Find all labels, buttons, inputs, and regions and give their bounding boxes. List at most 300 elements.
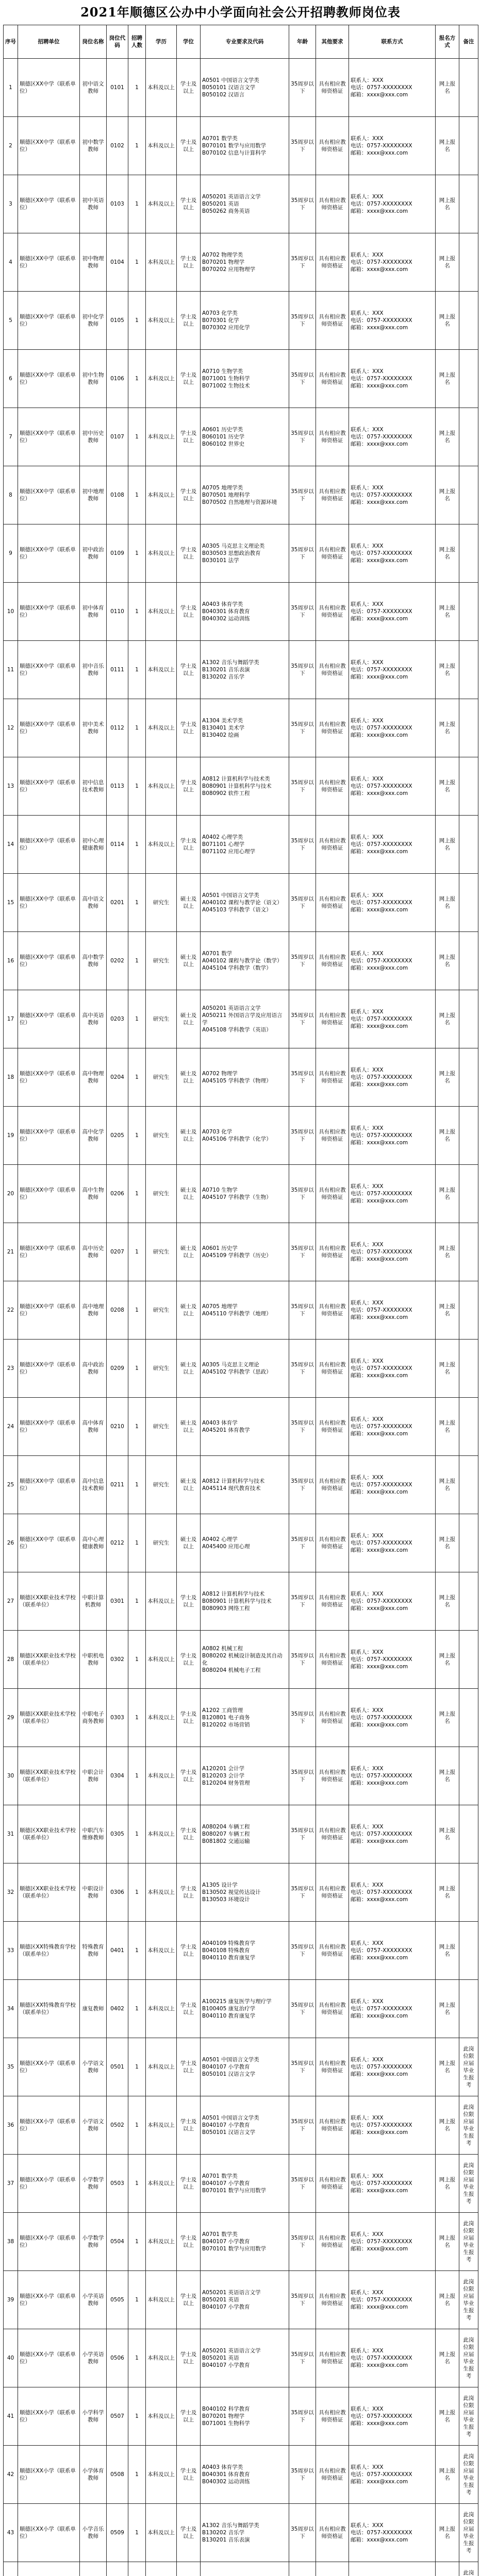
- age-requirement: 35周岁以下: [289, 641, 316, 699]
- position-code: 0210: [107, 1398, 128, 1456]
- education: 研究生: [146, 1223, 177, 1281]
- row-number: 18: [4, 1048, 18, 1107]
- position-name: 高中数学教师: [80, 932, 107, 990]
- age-requirement: 35周岁以下: [289, 2446, 316, 2504]
- position-name: 初中化学教师: [80, 292, 107, 350]
- major-requirements: A0305 马克思主义理论类 B030503 思想政治教育 B030101 法学: [201, 524, 289, 583]
- education: 本科及以上: [146, 1689, 177, 1747]
- contact-info: 联系人：XXX 电话：0757-XXXXXXXX 邮箱：xxxx@xxx.com: [349, 466, 436, 524]
- remark: [459, 1805, 478, 1863]
- remark: [459, 1747, 478, 1805]
- row-number: 36: [4, 2096, 18, 2155]
- degree: 学士及以上: [177, 1747, 201, 1805]
- age-requirement: 35周岁以下: [289, 408, 316, 466]
- hiring-count: 1: [128, 641, 146, 699]
- row-number: 12: [4, 699, 18, 757]
- other-requirements: [316, 2562, 349, 2576]
- table-row: [4, 990, 478, 1048]
- position-name: 小学语文教师: [80, 2038, 107, 2096]
- position-code: 0201: [107, 874, 128, 932]
- recruiting-unit: 顺德区XX中学（联系单位）: [18, 408, 80, 466]
- hiring-count: 1: [128, 1223, 146, 1281]
- hiring-count: 1: [128, 990, 146, 1048]
- degree: 硕士及以上: [177, 1048, 201, 1107]
- recruiting-unit: 顺德区XX中学（联系单位）: [18, 874, 80, 932]
- education: 本科及以上: [146, 1863, 177, 1922]
- other-requirements: 具有相应教师资格证: [316, 1398, 349, 1456]
- degree: 学士及以上: [177, 1572, 201, 1631]
- position-code: 0209: [107, 1340, 128, 1398]
- contact-info: 联系人：XXX 电话：0757-XXXXXXXX 邮箱：xxxx@xxx.com: [349, 874, 436, 932]
- age-requirement: 35周岁以下: [289, 1281, 316, 1340]
- position-name: 高中生物教师: [80, 1165, 107, 1223]
- other-requirements: 具有相应教师资格证: [316, 1689, 349, 1747]
- position-code: 0203: [107, 990, 128, 1048]
- degree: 学士及以上: [177, 350, 201, 408]
- position-code: 0503: [107, 2155, 128, 2213]
- age-requirement: 35周岁以下: [289, 292, 316, 350]
- contact-info: [349, 2562, 436, 2576]
- education: 本科及以上: [146, 408, 177, 466]
- position-name: 高中语文教师: [80, 874, 107, 932]
- position-name: 高中政治教师: [80, 1340, 107, 1398]
- major-requirements: A050201 英语语言文学 A050211 外国语言学及应用语言学 A045108 学科教学（英语）: [201, 990, 289, 1048]
- contact-info: 联系人：XXX 电话：0757-XXXXXXXX 邮箱：xxxx@xxx.com: [349, 1398, 436, 1456]
- row-number: 11: [4, 641, 18, 699]
- position-name: 小学数学教师: [80, 2213, 107, 2271]
- row-number: 6: [4, 350, 18, 408]
- application-method: 网上报名: [436, 1398, 459, 1456]
- age-requirement: 35周岁以下: [289, 175, 316, 233]
- recruiting-unit: 顺德区XX职业技术学校（联系单位）: [18, 1689, 80, 1747]
- contact-info: 联系人：XXX 电话：0757-XXXXXXXX 邮箱：xxxx@xxx.com: [349, 175, 436, 233]
- contact-info: 联系人：XXX 电话：0757-XXXXXXXX 邮箱：xxxx@xxx.com: [349, 233, 436, 292]
- remark: [459, 1223, 478, 1281]
- education: 研究生: [146, 1107, 177, 1165]
- education: 研究生: [146, 874, 177, 932]
- recruitment-table: [3, 25, 478, 2576]
- contact-info: 联系人：XXX 电话：0757-XXXXXXXX 邮箱：xxxx@xxx.com: [349, 641, 436, 699]
- other-requirements: 具有相应教师资格证: [316, 1048, 349, 1107]
- column-header: 学位: [177, 25, 201, 59]
- major-requirements: A1302 音乐与舞蹈学类 B130202 音乐学 B130201 音乐表演: [201, 2504, 289, 2562]
- column-header: 报名方式: [436, 25, 459, 59]
- major-requirements: A0812 计算机科学与技术 B080901 计算机科学与技术 B080903 网络工程: [201, 1572, 289, 1631]
- recruiting-unit: 顺德区XX中学（联系单位）: [18, 292, 80, 350]
- recruiting-unit: 顺德区XX中学（联系单位）: [18, 117, 80, 175]
- other-requirements: 具有相应教师资格证: [316, 641, 349, 699]
- degree: 学士及以上: [177, 292, 201, 350]
- degree: 学士及以上: [177, 641, 201, 699]
- position-code: 0402: [107, 1980, 128, 2038]
- row-number: 17: [4, 990, 18, 1048]
- application-method: 网上报名: [436, 757, 459, 816]
- row-number: 9: [4, 524, 18, 583]
- contact-info: 联系人：XXX 电话：0757-XXXXXXXX 邮箱：xxxx@xxx.com: [349, 408, 436, 466]
- position-name: 初中历史教师: [80, 408, 107, 466]
- contact-info: 联系人：XXX 电话：0757-XXXXXXXX 邮箱：xxxx@xxx.com: [349, 1747, 436, 1805]
- recruiting-unit: [18, 2562, 80, 2576]
- education: 本科及以上: [146, 292, 177, 350]
- other-requirements: 具有相应教师资格证: [316, 1631, 349, 1689]
- hiring-count: 1: [128, 2038, 146, 2096]
- remark: 此岗位限应届毕业生报考: [459, 2446, 478, 2504]
- position-code: 0110: [107, 583, 128, 641]
- application-method: 网上报名: [436, 175, 459, 233]
- other-requirements: 具有相应教师资格证: [316, 2096, 349, 2155]
- row-number: 14: [4, 816, 18, 874]
- table-row: [4, 2387, 478, 2446]
- recruiting-unit: 顺德区XX中学（联系单位）: [18, 1456, 80, 1514]
- table-row: [4, 583, 478, 641]
- row-number: 25: [4, 1456, 18, 1514]
- degree: [177, 2562, 201, 2576]
- application-method: 网上报名: [436, 1631, 459, 1689]
- row-number: 29: [4, 1689, 18, 1747]
- remark: [459, 816, 478, 874]
- application-method: 网上报名: [436, 466, 459, 524]
- application-method: 网上报名: [436, 1689, 459, 1747]
- education: 本科及以上: [146, 699, 177, 757]
- remark: 此岗位限应届毕业生报考: [459, 2504, 478, 2562]
- hiring-count: 1: [128, 1456, 146, 1514]
- application-method: 网上报名: [436, 2387, 459, 2446]
- degree: 学士及以上: [177, 1980, 201, 2038]
- degree: 学士及以上: [177, 1689, 201, 1747]
- recruiting-unit: 顺德区XX中学（联系单位）: [18, 641, 80, 699]
- education: 研究生: [146, 990, 177, 1048]
- recruiting-unit: 顺德区XX小学（联系单位）: [18, 2096, 80, 2155]
- table-row: [4, 2096, 478, 2155]
- recruiting-unit: 顺德区XX中学（联系单位）: [18, 1281, 80, 1340]
- degree: 硕士及以上: [177, 1223, 201, 1281]
- column-header: 招聘人数: [128, 25, 146, 59]
- other-requirements: 具有相应教师资格证: [316, 2446, 349, 2504]
- education: 研究生: [146, 1340, 177, 1398]
- contact-info: 联系人：XXX 电话：0757-XXXXXXXX 邮箱：xxxx@xxx.com: [349, 1863, 436, 1922]
- major-requirements: A0710 生物学 A045107 学科教学（生物）: [201, 1165, 289, 1223]
- table-row: [4, 1456, 478, 1514]
- degree: 学士及以上: [177, 2038, 201, 2096]
- major-requirements: A040109 特殊教育学 B040108 特殊教育 B040110 教育康复学: [201, 1922, 289, 1980]
- hiring-count: 1: [128, 1398, 146, 1456]
- position-code: 0102: [107, 117, 128, 175]
- position-code: 0105: [107, 292, 128, 350]
- row-number: 10: [4, 583, 18, 641]
- position-name: [80, 2562, 107, 2576]
- document-title: 2021年顺德区公办中小学面向社会公开招聘教师岗位表: [80, 5, 401, 20]
- age-requirement: 35周岁以下: [289, 1456, 316, 1514]
- hiring-count: 1: [128, 292, 146, 350]
- age-requirement: 35周岁以下: [289, 2387, 316, 2446]
- position-name: 初中地理教师: [80, 466, 107, 524]
- recruiting-unit: 顺德区XX小学（联系单位）: [18, 2329, 80, 2387]
- contact-info: 联系人：XXX 电话：0757-XXXXXXXX 邮箱：xxxx@xxx.com: [349, 2038, 436, 2096]
- application-method: 网上报名: [436, 2329, 459, 2387]
- contact-info: 联系人：XXX 电话：0757-XXXXXXXX 邮箱：xxxx@xxx.com: [349, 350, 436, 408]
- other-requirements: 具有相应教师资格证: [316, 408, 349, 466]
- hiring-count: 1: [128, 2387, 146, 2446]
- recruiting-unit: 顺德区XX小学（联系单位）: [18, 2387, 80, 2446]
- application-method: 网上报名: [436, 117, 459, 175]
- major-requirements: A0702 物理学类 B070201 物理学 B070202 应用物理学: [201, 233, 289, 292]
- position-code: 0301: [107, 1572, 128, 1631]
- table-row: [4, 2271, 478, 2329]
- position-code: 0113: [107, 757, 128, 816]
- major-requirements: A0701 数学 A040102 课程与教学论（数学） A045104 学科教学（数学）: [201, 932, 289, 990]
- table-row: [4, 2329, 478, 2387]
- education: 本科及以上: [146, 2329, 177, 2387]
- major-requirements: A0501 中国语言文学类 A040102 课程与教学论（语文） A045103 学科教学（语文）: [201, 874, 289, 932]
- position-name: 小学数学教师: [80, 2155, 107, 2213]
- other-requirements: 具有相应教师资格证: [316, 1980, 349, 2038]
- other-requirements: 具有相应教师资格证: [316, 2504, 349, 2562]
- education: 本科及以上: [146, 1922, 177, 1980]
- hiring-count: 1: [128, 2329, 146, 2387]
- table-row: [4, 292, 478, 350]
- position-code: 0505: [107, 2271, 128, 2329]
- column-header: 岗位名称: [80, 25, 107, 59]
- degree: 硕士及以上: [177, 1398, 201, 1456]
- other-requirements: 具有相应教师资格证: [316, 1863, 349, 1922]
- row-number: 4: [4, 233, 18, 292]
- position-name: 初中信息技术教师: [80, 757, 107, 816]
- hiring-count: 1: [128, 1281, 146, 1340]
- recruiting-unit: 顺德区XX特殊教育学校（联系单位）: [18, 1922, 80, 1980]
- table-row: [4, 1107, 478, 1165]
- remark: [459, 932, 478, 990]
- application-method: 网上报名: [436, 59, 459, 117]
- education: 本科及以上: [146, 2213, 177, 2271]
- position-name: 初中数学教师: [80, 117, 107, 175]
- contact-info: 联系人：XXX 电话：0757-XXXXXXXX 邮箱：xxxx@xxx.com: [349, 1281, 436, 1340]
- remark: [459, 1456, 478, 1514]
- education: 本科及以上: [146, 816, 177, 874]
- age-requirement: 35周岁以下: [289, 583, 316, 641]
- other-requirements: 具有相应教师资格证: [316, 350, 349, 408]
- major-requirements: A0702 物理学 A045105 学科教学（物理）: [201, 1048, 289, 1107]
- education: 研究生: [146, 1281, 177, 1340]
- remark: [459, 1165, 478, 1223]
- education: 本科及以上: [146, 117, 177, 175]
- table-row: [4, 1805, 478, 1863]
- position-name: 初中物理教师: [80, 233, 107, 292]
- hiring-count: 1: [128, 2271, 146, 2329]
- remark: [459, 524, 478, 583]
- other-requirements: 具有相应教师资格证: [316, 2213, 349, 2271]
- hiring-count: 1: [128, 1514, 146, 1572]
- hiring-count: 1: [128, 1863, 146, 1922]
- hiring-count: 1: [128, 1048, 146, 1107]
- table-row: [4, 1514, 478, 1572]
- recruiting-unit: 顺德区XX中学（联系单位）: [18, 583, 80, 641]
- degree: 硕士及以上: [177, 932, 201, 990]
- application-method: 网上报名: [436, 1456, 459, 1514]
- remark: 此岗位限应届毕业生报考: [459, 2213, 478, 2271]
- remark: [459, 699, 478, 757]
- education: 本科及以上: [146, 1805, 177, 1863]
- age-requirement: 35周岁以下: [289, 990, 316, 1048]
- recruiting-unit: 顺德区XX职业技术学校（联系单位）: [18, 1863, 80, 1922]
- position-name: 中职汽车维修教师: [80, 1805, 107, 1863]
- contact-info: 联系人：XXX 电话：0757-XXXXXXXX 邮箱：xxxx@xxx.com: [349, 524, 436, 583]
- table-row: [4, 408, 478, 466]
- position-name: 中职计算机教师: [80, 1572, 107, 1631]
- contact-info: 联系人：XXX 电话：0757-XXXXXXXX 邮箱：xxxx@xxx.com: [349, 1689, 436, 1747]
- major-requirements: A0403 体育学类 B040301 体育教育 B040302 运动训练: [201, 583, 289, 641]
- position-code: 0305: [107, 1805, 128, 1863]
- recruiting-unit: 顺德区XX中学（联系单位）: [18, 757, 80, 816]
- remark: [459, 874, 478, 932]
- recruiting-unit: 顺德区XX中学（联系单位）: [18, 990, 80, 1048]
- degree: 学士及以上: [177, 1631, 201, 1689]
- age-requirement: 35周岁以下: [289, 233, 316, 292]
- contact-info: 联系人：XXX 电话：0757-XXXXXXXX 邮箱：xxxx@xxx.com: [349, 2096, 436, 2155]
- row-number: 22: [4, 1281, 18, 1340]
- position-name: 高中物理教师: [80, 1048, 107, 1107]
- hiring-count: 1: [128, 466, 146, 524]
- other-requirements: 具有相应教师资格证: [316, 117, 349, 175]
- position-name: 小学音乐教师: [80, 2504, 107, 2562]
- other-requirements: 具有相应教师资格证: [316, 524, 349, 583]
- hiring-count: 1: [128, 1805, 146, 1863]
- position-code: 0114: [107, 816, 128, 874]
- table-row: [4, 1922, 478, 1980]
- age-requirement: 35周岁以下: [289, 1747, 316, 1805]
- major-requirements: A0501 中国语言文学类 B040107 小学教育 B050101 汉语言文学: [201, 2096, 289, 2155]
- other-requirements: 具有相应教师资格证: [316, 1572, 349, 1631]
- degree: 学士及以上: [177, 2155, 201, 2213]
- remark: 此岗位限应届毕业生报考: [459, 2096, 478, 2155]
- row-number: 42: [4, 2446, 18, 2504]
- contact-info: 联系人：XXX 电话：0757-XXXXXXXX 邮箱：xxxx@xxx.com: [349, 816, 436, 874]
- table-row: [4, 2446, 478, 2504]
- table-row: [4, 2504, 478, 2562]
- age-requirement: 35周岁以下: [289, 757, 316, 816]
- remark: [459, 117, 478, 175]
- major-requirements: A0501 中国语言文学类 B050101 汉语言文学 B050102 汉语言: [201, 59, 289, 117]
- education: 本科及以上: [146, 757, 177, 816]
- row-number: 34: [4, 1980, 18, 2038]
- position-name: 初中美术教师: [80, 699, 107, 757]
- row-number: 23: [4, 1340, 18, 1398]
- row-number: 31: [4, 1805, 18, 1863]
- age-requirement: 35周岁以下: [289, 2329, 316, 2387]
- major-requirements: A080204 车辆工程 B080207 车辆工程 B081802 交通运输: [201, 1805, 289, 1863]
- position-name: 中职设计教师: [80, 1863, 107, 1922]
- remark: [459, 1689, 478, 1747]
- other-requirements: 具有相应教师资格证: [316, 2387, 349, 2446]
- contact-info: 联系人：XXX 电话：0757-XXXXXXXX 邮箱：xxxx@xxx.com: [349, 1165, 436, 1223]
- row-number: 38: [4, 2213, 18, 2271]
- recruiting-unit: 顺德区XX中学（联系单位）: [18, 233, 80, 292]
- row-number: 28: [4, 1631, 18, 1689]
- education: 本科及以上: [146, 2387, 177, 2446]
- other-requirements: 具有相应教师资格证: [316, 1922, 349, 1980]
- position-name: 初中体育教师: [80, 583, 107, 641]
- major-requirements: A0701 数学类 B040107 小学教育 B070101 数学与应用数学: [201, 2155, 289, 2213]
- major-requirements: A0703 化学类 B070301 化学 B070302 应用化学: [201, 292, 289, 350]
- major-requirements: A0703 化学 A045106 学科教学（化学）: [201, 1107, 289, 1165]
- other-requirements: 具有相应教师资格证: [316, 816, 349, 874]
- other-requirements: 具有相应教师资格证: [316, 1747, 349, 1805]
- row-number: 33: [4, 1922, 18, 1980]
- hiring-count: 1: [128, 408, 146, 466]
- remark: [459, 1398, 478, 1456]
- position-code: 0111: [107, 641, 128, 699]
- recruiting-unit: 顺德区XX中学（联系单位）: [18, 1165, 80, 1223]
- age-requirement: 35周岁以下: [289, 2155, 316, 2213]
- recruiting-unit: 顺德区XX职业技术学校（联系单位）: [18, 1805, 80, 1863]
- recruiting-unit: 顺德区XX中学（联系单位）: [18, 816, 80, 874]
- position-name: 中职电子商务教师: [80, 1689, 107, 1747]
- position-name: 中职会计教师: [80, 1747, 107, 1805]
- age-requirement: [289, 2562, 316, 2576]
- table-row: [4, 466, 478, 524]
- recruiting-unit: 顺德区XX中学（联系单位）: [18, 1398, 80, 1456]
- education: 研究生: [146, 1048, 177, 1107]
- hiring-count: 1: [128, 1689, 146, 1747]
- degree: 学士及以上: [177, 583, 201, 641]
- application-method: 网上报名: [436, 1805, 459, 1863]
- degree: 学士及以上: [177, 2329, 201, 2387]
- age-requirement: 35周岁以下: [289, 699, 316, 757]
- table-row: [4, 2213, 478, 2271]
- other-requirements: 具有相应教师资格证: [316, 466, 349, 524]
- position-code: 0101: [107, 59, 128, 117]
- hiring-count: 1: [128, 1107, 146, 1165]
- age-requirement: 35周岁以下: [289, 1223, 316, 1281]
- position-code: 0208: [107, 1281, 128, 1340]
- education: 本科及以上: [146, 175, 177, 233]
- major-requirements: A0402 心理学 A045400 应用心理: [201, 1514, 289, 1572]
- degree: 学士及以上: [177, 233, 201, 292]
- degree: 学士及以上: [177, 1805, 201, 1863]
- recruiting-unit: 顺德区XX中学（联系单位）: [18, 1340, 80, 1398]
- hiring-count: 1: [128, 117, 146, 175]
- contact-info: 联系人：XXX 电话：0757-XXXXXXXX 邮箱：xxxx@xxx.com: [349, 990, 436, 1048]
- other-requirements: 具有相应教师资格证: [316, 233, 349, 292]
- row-number: 41: [4, 2387, 18, 2446]
- position-name: 初中心理健康教师: [80, 816, 107, 874]
- recruiting-unit: 顺德区XX小学（联系单位）: [18, 2038, 80, 2096]
- hiring-count: 1: [128, 1747, 146, 1805]
- contact-info: 联系人：XXX 电话：0757-XXXXXXXX 邮箱：xxxx@xxx.com: [349, 1107, 436, 1165]
- other-requirements: 具有相应教师资格证: [316, 990, 349, 1048]
- hiring-count: 1: [128, 350, 146, 408]
- row-number: 30: [4, 1747, 18, 1805]
- table-row: [4, 757, 478, 816]
- age-requirement: 35周岁以下: [289, 59, 316, 117]
- major-requirements: A0701 数学类 B070101 数学与应用数学 B070102 信息与计算科学: [201, 117, 289, 175]
- position-code: 0202: [107, 932, 128, 990]
- position-code: 0106: [107, 350, 128, 408]
- major-requirements: A0501 中国语言文学类 B040107 小学教育 B050101 汉语言文学: [201, 2038, 289, 2096]
- major-requirements: A1304 美术学类 B130401 美术学 B130402 绘画: [201, 699, 289, 757]
- position-name: 高中化学教师: [80, 1107, 107, 1165]
- major-requirements: A0705 地理学 A045110 学科教学（地理）: [201, 1281, 289, 1340]
- table-row: [4, 175, 478, 233]
- age-requirement: 35周岁以下: [289, 1631, 316, 1689]
- position-code: 0303: [107, 1689, 128, 1747]
- education: 本科及以上: [146, 524, 177, 583]
- table-row: [4, 1572, 478, 1631]
- row-number: 26: [4, 1514, 18, 1572]
- hiring-count: 1: [128, 1572, 146, 1631]
- recruiting-unit: 顺德区XX小学（联系单位）: [18, 2271, 80, 2329]
- row-number: 5: [4, 292, 18, 350]
- hiring-count: 1: [128, 757, 146, 816]
